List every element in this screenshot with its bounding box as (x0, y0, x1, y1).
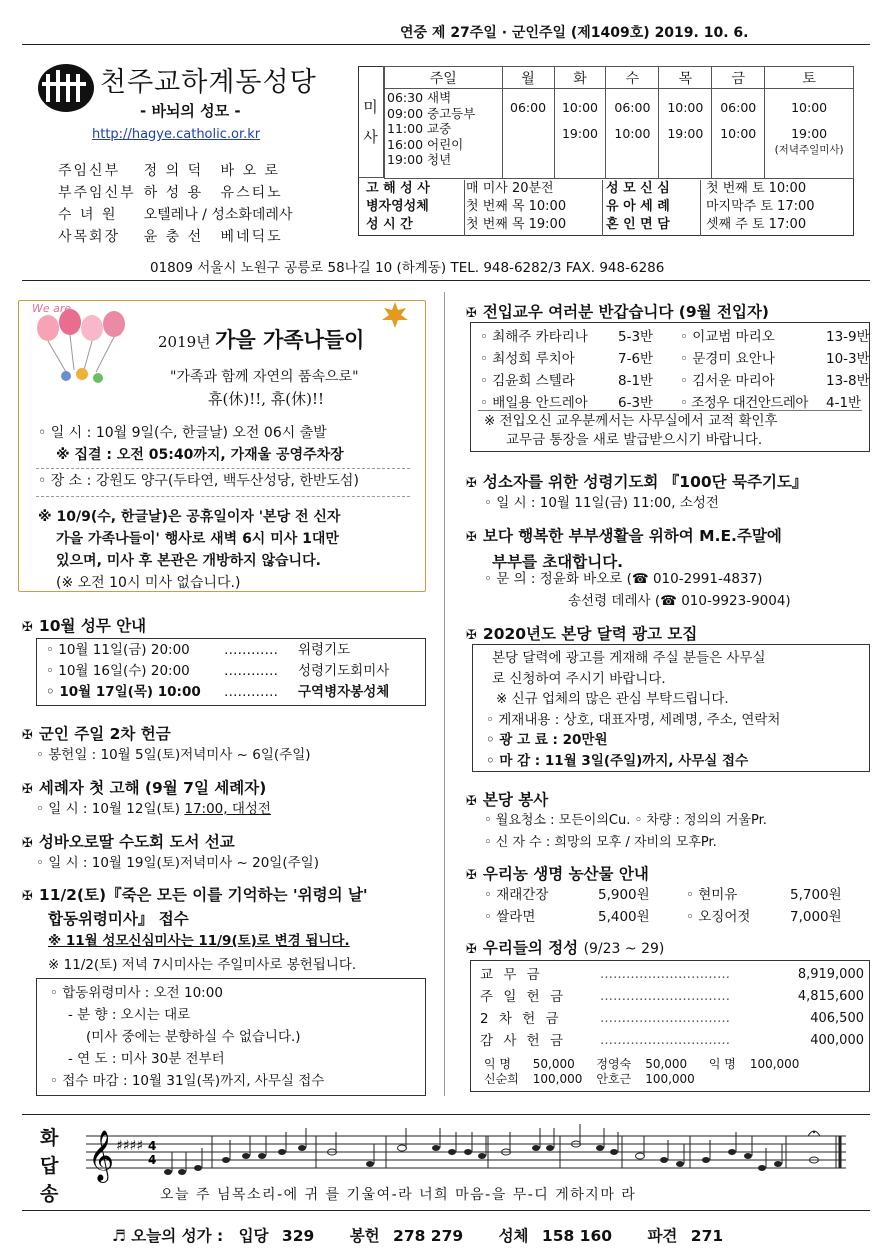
outing-date: ◦ 일 시 : 10월 9일(수, 한글날) 오전 06시 출발 (38, 425, 327, 441)
psalm-label: 화 답 송 (40, 1127, 59, 1205)
first-confession-title: ✠ 세례자 첫 고해 (9월 7일 세례자) (22, 779, 267, 797)
newcomers-title: ✠ 전입교우 여러분 반갑습니다 (9월 전입자) (466, 303, 770, 321)
me-contact-2: 송선령 데레사 (☎ 010-9923-9004) (568, 593, 791, 609)
mass-side-label: 미 사 (358, 66, 384, 178)
section-marker-icon: ✠ (22, 836, 33, 851)
maple-leaf-icon (380, 300, 410, 330)
offering-title: ✠ 우리들의 정성 (9/23 ~ 29) (466, 939, 665, 957)
date-line: 연중 제 27주일 · 군인주일 (제1409호) 2019. 10. 6. (400, 25, 749, 41)
outing-quote: "가족과 함께 자연의 품속으로" (170, 369, 359, 385)
me-title: ✠ 보다 행복한 부부생활을 위하여 M.E.주말에 부부를 초대합니다. (466, 527, 782, 571)
section-marker-icon: ✠ (466, 306, 477, 321)
psalm-lyrics: 오늘 주 님목소리-에 귀 를 기울여-라 너희 마음-을 무-디 게하지마 라 (160, 1187, 637, 1203)
parish-url-link[interactable]: http://hagye.catholic.or.kr (92, 127, 261, 142)
section-marker-icon: ✠ (466, 476, 477, 491)
rosary-line: ◦ 일 시 : 10월 11일(금) 11:00, 소성전 (484, 495, 719, 511)
section-marker-icon: ✠ (22, 782, 33, 797)
all-souls-note-1: ※ 11월 성모신심미사는 11/9(토)로 변경 됩니다. (48, 933, 350, 949)
section-marker-icon: ✠ (466, 530, 477, 545)
key-signature-icon: ♯♯♯♯ (116, 1138, 144, 1154)
all-souls-title: ✠ 11/2(토)『죽은 모든 이를 기억하는 '위령의 날' 합동위령미사』 접수 (22, 886, 368, 928)
section-marker-icon: ✠ (466, 942, 477, 957)
hymn-dismissal: 271 (690, 1227, 724, 1245)
staff-row: 부주임신부 하 성 용 유스티노 (58, 185, 283, 201)
sacrament-info-table: 고 해 성 사 매 미사 20분전 성 모 신 심 첫 번째 토 10:00 병자영성체 첫 번째 목 10:00 유 아 세 례 마지막주 토 17:00 성 시 간 첫 번째 목 19:00 혼 인 면 담 셋째 주 토 17:00 (366, 181, 815, 232)
hymn-offertory: 278 279 (393, 1227, 464, 1245)
military-sunday-title: ✠ 군인 주일 2차 헌금 (22, 725, 171, 743)
service-title: ✠ 본당 봉사 (466, 791, 549, 809)
service-line-1: ◦ 월요청소 : 모든이의Cu. ◦ 차량 : 정의의 거울Pr. (484, 813, 767, 828)
mass-table: 주일 월 화 수 목 금 토 06:30 새벽 09:00 중고등부 11:00 교중 16:00 어린이 19:00 청년 06:00 10:00 19:00 06:00 10:00 10:00 19:00 06:00 10:00 10:00 19:00 (저녁주일미사) (384, 66, 854, 179)
banner-title: 가을 가족나들이 (215, 328, 365, 352)
military-sunday-line: ◦ 봉헌일 : 10월 5일(토)저녁미사 ~ 6일(주일) (36, 747, 311, 763)
hymn-entrance: 329 (281, 1227, 315, 1245)
church-logo-icon (36, 62, 96, 114)
newcomers-table: ◦ 최해주 카타리나 5-3반 ◦ 이교범 마리오 13-9반 ◦ 최성희 루치아 7-6반 ◦ 문경미 요안나 10-3반 ◦ 김윤희 스텔라 8-1반 ◦ 김서운 마리아 13-8반 ◦ 배일용 안드레아 6-3반 ◦ 조정우 대건안드레아 4-1반 (480, 329, 870, 411)
section-marker-icon: ✠ (22, 728, 33, 743)
me-contact-1: ◦ 문 의 : 정윤화 바오로 (☎ 010-2991-4837) (484, 571, 763, 587)
psalm-music-staff (86, 1122, 846, 1192)
section-marker-icon: ✠ (466, 868, 477, 883)
calendar-ad-title: ✠ 2020년도 본당 달력 광고 모집 (466, 625, 698, 643)
section-marker-icon: ✠ (22, 620, 33, 635)
outing-notice: ※ 10/9(수, 한글날)은 공휴일이자 '본당 전 신자 가을 가족나들이' 행사로 새벽 6시 미사 1대만 있으며, 미사 후 본관은 개방하지 않습니다. (※ 오전 10시 미사 없습니다.) (38, 509, 341, 591)
pauline-line: ◦ 일 시 : 10월 19일(토)저녁미사 ~ 20일(주일) (36, 855, 319, 871)
svg-text:4: 4 (148, 1153, 157, 1167)
all-souls-note-2: ※ 11/2(토) 저녁 7시미사는 주일미사로 봉헌됩니다. (48, 957, 357, 973)
outing-rest: 휴(休)!!, 휴(休)!! (208, 390, 325, 408)
pauline-title: ✠ 성바오로딸 수도회 도서 선교 (22, 833, 235, 851)
farm-table: ◦ 재래간장 5,900원 ◦ 현미유 5,700원 ◦ 쌀라면 5,400원 ◦ 오징어젓 7,000원 (484, 887, 842, 925)
svg-text:4: 4 (148, 1139, 157, 1153)
outing-banner (158, 324, 364, 354)
family-balloon-illustration (26, 300, 146, 392)
hymns-label: ♬ 오늘의 성가 : (112, 1227, 224, 1245)
calendar-ad-text: 본당 달력에 광고를 게재해 주실 분들은 사무실 로 신청하여 주시기 바랍니다. ※ 신규 업체의 많은 관심 부탁드립니다. ◦ 게재내용 : 상호, 대표자명, 세례명, 주소, 연락처 ◦ 광 고 료 : 20만원 ◦ 마 감 : 11월 3일(주일)까지, 사무실 접수 (486, 650, 781, 769)
staff-row: 주임신부 정 의 덕 바 오 로 (58, 163, 281, 179)
section-marker-icon: ✠ (22, 889, 33, 904)
banner-year: 2019년 (158, 333, 211, 351)
treble-clef-icon: 𝄞 (88, 1130, 115, 1181)
svg-text:We are: We are (32, 302, 72, 315)
mary-month-list: ◦ 10월 11일(금) 20:00 ………… 위령기도 ◦ 10월 16일(수) 20:00 ………… 성령기도회미사 ◦ 10월 17일(목) 10:00 ………… 구역병자봉성체 (46, 642, 390, 700)
parish-name: 천주교하계동성당 (100, 67, 317, 98)
service-line-2: ◦ 신 자 수 : 희망의 모후 / 자비의 모후Pr. (484, 835, 717, 850)
section-marker-icon: ✠ (466, 628, 477, 643)
hymns-line: ♬ 오늘의 성가 : 입당 329 봉헌 278 279 성체 158 160 파견 271 (112, 1227, 724, 1245)
farm-title: ✠ 우리농 생명 농산물 안내 (466, 865, 649, 883)
section-marker-icon: ✠ (466, 794, 477, 809)
first-confession-line: ◦ 일 시 : 10월 12일(토) 17:00, 대성전 (36, 801, 271, 817)
hymn-communion: 158 160 (541, 1227, 613, 1245)
psalm-notes (164, 1141, 819, 1175)
rosary-title: ✠ 성소자를 위한 성령기도회 『100단 묵주기도』 (466, 473, 808, 491)
parish-subtitle: - 바뇌의 성모 - (140, 102, 241, 120)
outing-gather: ※ 집결 : 오전 05:40까지, 가재울 공영주차장 (56, 447, 344, 463)
outing-place: ◦ 장 소 : 강원도 양구(두타연, 백두산성당, 한반도섬) (38, 473, 359, 489)
staff-row: 수 녀 원 오텔레나 / 성소화데레사 (58, 207, 293, 223)
offering-table: 교 무 금 ………………………… 8,919,000 주 일 헌 금 ………………………… 4,815,600 2 차 헌 금 ………………………… 406,500 감 사 헌 금 ………………………… 400,000 (480, 967, 864, 1049)
staff-table (58, 160, 300, 248)
mary-month-title: ✠ 10월 성무 안내 (22, 617, 147, 635)
newcomers-note: ※ 전입오신 교우분께서는 사무실에서 교적 확인후 교무금 통장을 새로 발급받으시기 바랍니다. (484, 413, 778, 448)
address-line: 01809 서울시 노원구 공릉로 58나길 10 (하계동) TEL. 948-6282/3 FAX. 948-6286 (150, 260, 665, 276)
donor-names: 익 명 50,000 정영숙 50,000 익 명 100,000 신순희 100,000 안호근 100,000 (484, 1057, 800, 1086)
all-souls-details: ◦ 합동위령미사 : 오전 10:00 - 분 향 : 오시는 대로 (미사 중에는 분향하실 수 없습니다.) - 연 도 : 미사 30분 전부터 ◦ 접수 마감 : 10월 31일(목)까지, 사무실 접수 (50, 985, 325, 1089)
staff-row: 사목회장 윤 충 선 베네딕도 (58, 229, 283, 245)
